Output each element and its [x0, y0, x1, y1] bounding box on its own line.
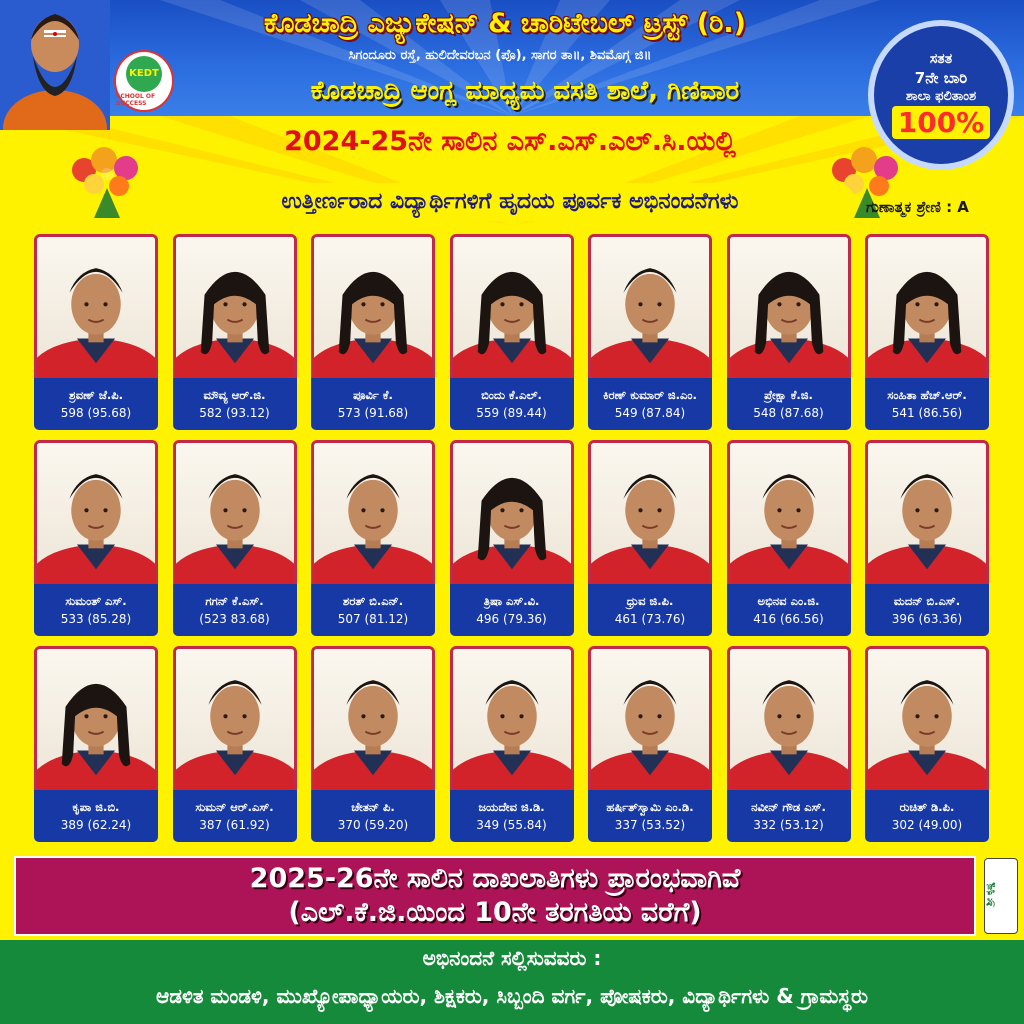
- admission-notice: [14, 856, 976, 936]
- student-photo: [865, 234, 989, 386]
- student-photo: [311, 440, 435, 592]
- student-card: [173, 440, 297, 640]
- student-name-plate: [311, 378, 435, 430]
- logo-emblem: KEDT: [126, 56, 162, 92]
- student-photo: [450, 440, 574, 592]
- student-photo: [588, 440, 712, 592]
- student-name: ನವೀನ್ ಗೌಡ ಎಸ್.: [751, 800, 826, 814]
- student-card: [588, 646, 712, 846]
- student-name-plate: [173, 790, 297, 842]
- student-name: ಧ್ರುವ ಜಿ.ಪಿ.: [626, 594, 674, 608]
- student-photo: [173, 234, 297, 386]
- student-photo: [588, 234, 712, 386]
- badge-line-2: 7ನೇ ಬಾರಿ: [914, 69, 968, 87]
- student-name: ಚೇತನ್ ಪಿ.: [351, 800, 395, 814]
- logo-caption: SCHOOL OF SUCCESS: [116, 92, 156, 107]
- student-card: [727, 234, 851, 434]
- student-card: [34, 646, 158, 846]
- student-photo: [588, 646, 712, 798]
- guru-portrait: [0, 0, 110, 130]
- student-photo: [727, 440, 851, 592]
- student-marks: 496 (79.36): [476, 612, 547, 626]
- student-marks: 302 (49.00): [891, 818, 963, 832]
- student-name-plate: [588, 790, 712, 842]
- student-photo: [173, 440, 297, 592]
- student-name-plate: [311, 584, 435, 636]
- student-name-plate: [450, 584, 574, 636]
- student-name-plate: [588, 584, 712, 636]
- student-name: ಗಗನ್ ಕೆ.ಎಸ್.: [205, 594, 264, 608]
- quality-grade: ಗುಣಾತ್ಮಕ ಶ್ರೇಣಿ : A: [866, 198, 969, 216]
- student-name: ಮೌವ್ಯ ಆರ್.ಜಿ.: [203, 388, 266, 402]
- school-name: ಕೊಡಚಾದ್ರಿ ಆಂಗ್ಲ ಮಾಧ್ಯಮ ವಸತಿ ಶಾಲೆ, ಗಿಣಿವಾರ: [310, 76, 740, 106]
- student-name-plate: [34, 378, 158, 430]
- student-photo: [450, 646, 574, 798]
- flower-bouquet-left-icon: [64, 138, 150, 218]
- student-marks: 349 (55.84): [476, 818, 547, 832]
- admission-line-2: (ಎಲ್.ಕೆ.ಜಿ.ಯಿಂದ 10ನೇ ತರಗತಿಯ ವರೆಗೆ): [288, 897, 702, 928]
- student-photo: [173, 646, 297, 798]
- student-name: ಕಿರಣ್ ಕುಮಾರ್ ಜಿ.ಎಂ.: [603, 388, 697, 402]
- student-marks: 461 (73.76): [614, 612, 686, 626]
- school-logo: [114, 50, 174, 112]
- student-marks: 507 (81.12): [337, 612, 409, 626]
- student-marks: 541 (86.56): [891, 406, 963, 420]
- student-name: ಪ್ರೇಕ್ಷಾ ಕೆ.ಜಿ.: [764, 388, 813, 402]
- student-name-plate: [865, 790, 989, 842]
- student-name: ರುಚಿತ್ ಡಿ.ಪಿ.: [899, 800, 955, 814]
- student-marks: 416 (66.56): [753, 612, 824, 626]
- student-card: [865, 234, 989, 434]
- student-card: [311, 440, 435, 640]
- congratulated-by-list: ಆಡಳಿತ ಮಂಡಳಿ, ಮುಖ್ಯೋಪಾಧ್ಯಾಯರು, ಶಿಕ್ಷಕರು, ಸಿಬ್ಬಂದಿ ವರ್ಗ, ಪೋಷಕರು, ವಿದ್ಯಾರ್ಥಿಗಳು & ಗ್ರಾಮಸ್ಥರು: [156, 984, 868, 1008]
- student-marks: (523 83.68): [199, 612, 270, 626]
- greeting-heading: ಉತ್ತೀರ್ಣರಾದ ವಿದ್ಯಾರ್ಥಿಗಳಿಗೆ ಹೃದಯ ಪೂರ್ವಕ ಅಭಿನಂದನೆಗಳು: [165, 183, 855, 221]
- student-marks: 548 (87.68): [753, 406, 824, 420]
- student-photo: [865, 440, 989, 592]
- student-photo: [34, 234, 158, 386]
- student-marks: 559 (89.44): [476, 406, 547, 420]
- student-name-plate: [727, 790, 851, 842]
- student-marks: 370 (59.20): [337, 818, 409, 832]
- badge-line-3: ಶಾಲಾ ಫಲಿತಾಂಶ: [905, 89, 977, 104]
- student-name: ಸುಮನ್ ಆರ್.ಎಸ್.: [195, 800, 274, 814]
- student-name: ಬಿಂದು ಕೆ.ಎಲ್.: [481, 388, 542, 402]
- badge-percentage: 100%: [892, 106, 991, 139]
- student-name-plate: [311, 790, 435, 842]
- student-photo: [727, 234, 851, 386]
- student-card: [450, 234, 574, 434]
- student-marks: 396 (63.36): [891, 612, 963, 626]
- student-name-plate: [34, 790, 158, 842]
- student-name: ಸುಮಂತ್ ಎಸ್.: [65, 594, 127, 608]
- student-name-plate: [588, 378, 712, 430]
- student-name: ಅಭಿನವ ಎಂ.ಜಿ.: [757, 594, 820, 608]
- student-marks: 549 (87.84): [614, 406, 686, 420]
- student-card: [450, 646, 574, 846]
- student-name: ಶರತ್ ಬಿ.ಎನ್.: [342, 594, 404, 608]
- student-name: ತ್ರಿಷಾ ಎಸ್.ವಿ.: [483, 594, 540, 608]
- student-card: [173, 234, 297, 434]
- student-photo: [727, 646, 851, 798]
- student-marks: 573 (91.68): [337, 406, 409, 420]
- badge-line-1: ಸತತ: [929, 51, 953, 67]
- exam-year-heading: 2024-25ನೇ ಸಾಲಿನ ಎಸ್.ಎಸ್.ಎಲ್.ಸಿ.ಯಲ್ಲಿ: [284, 126, 736, 157]
- student-name-plate: [727, 378, 851, 430]
- student-name-plate: [173, 378, 297, 430]
- student-marks: 582 (93.12): [199, 406, 270, 420]
- trust-title: ಕೊಡಚಾದ್ರಿ ಎಜ್ಯುಕೇಷನ್ & ಚಾರಿಟೇಬಲ್ ಟ್ರಸ್ಟ್ (ರಿ.): [263, 8, 747, 39]
- student-photo: [311, 234, 435, 386]
- student-card: [34, 234, 158, 434]
- student-card: [865, 646, 989, 846]
- student-name-plate: [450, 378, 574, 430]
- congratulated-by-label: ಅಭಿನಂದನೆ ಸಲ್ಲಿಸುವವರು :: [422, 946, 602, 970]
- student-card: [450, 440, 574, 640]
- student-photo: [34, 440, 158, 592]
- student-marks: 332 (53.12): [753, 818, 824, 832]
- student-name-plate: [865, 378, 989, 430]
- student-marks: 533 (85.28): [60, 612, 132, 626]
- student-marks: 389 (62.24): [60, 818, 132, 832]
- student-card: [727, 440, 851, 640]
- trust-address: ಸಿಗಂದೂರು ರಸ್ತೆ, ಹುಲಿದೇವರಬನ (ಪೊ), ಸಾಗರ ತಾ॥, ಶಿವಮೊಗ್ಗ ಜಿ॥: [348, 48, 652, 63]
- student-card: [311, 646, 435, 846]
- student-name: ಮದನ್ ಬಿ.ಎಸ್.: [893, 594, 961, 608]
- student-card: [311, 234, 435, 434]
- student-photo: [865, 646, 989, 798]
- student-card: [727, 646, 851, 846]
- student-name-plate: [727, 584, 851, 636]
- admission-line-1: 2025-26ನೇ ಸಾಲಿನ ದಾಖಲಾತಿಗಳು ಪ್ರಾರಂಭವಾಗಿವೆ: [249, 863, 741, 894]
- student-marks: 337 (53.52): [614, 818, 686, 832]
- student-marks: 387 (61.92): [199, 818, 270, 832]
- sponsor-logo: ಶ್ರೀ ಕೃಷ್ಣ: [984, 858, 1018, 934]
- student-photo: [311, 646, 435, 798]
- student-name: ಕೃಪಾ ಜಿ.ಬಿ.: [72, 800, 120, 814]
- student-name: ಹರ್ಷಿತ್‌ಸ್ವಾಮಿ ಎಂ.ಡಿ.: [606, 800, 694, 814]
- student-name-plate: [450, 790, 574, 842]
- student-name: ಸಂಹಿತಾ ಹೆಚ್.ಆರ್.: [887, 388, 967, 402]
- student-card: [865, 440, 989, 640]
- student-photo: [34, 646, 158, 798]
- student-name: ಜಯದೇವ ಜಿ.ಡಿ.: [478, 800, 545, 814]
- student-card: [588, 440, 712, 640]
- student-name-plate: [173, 584, 297, 636]
- student-marks: 598 (95.68): [60, 406, 132, 420]
- student-name-plate: [865, 584, 989, 636]
- student-photo: [450, 234, 574, 386]
- student-card: [173, 646, 297, 846]
- student-name-plate: [34, 584, 158, 636]
- student-card: [34, 440, 158, 640]
- student-name: ಪೂರ್ವಿ ಕೆ.: [353, 388, 393, 402]
- student-name: ಶ್ರವಣ್ ಜೆ.ಪಿ.: [68, 388, 124, 402]
- student-card: [588, 234, 712, 434]
